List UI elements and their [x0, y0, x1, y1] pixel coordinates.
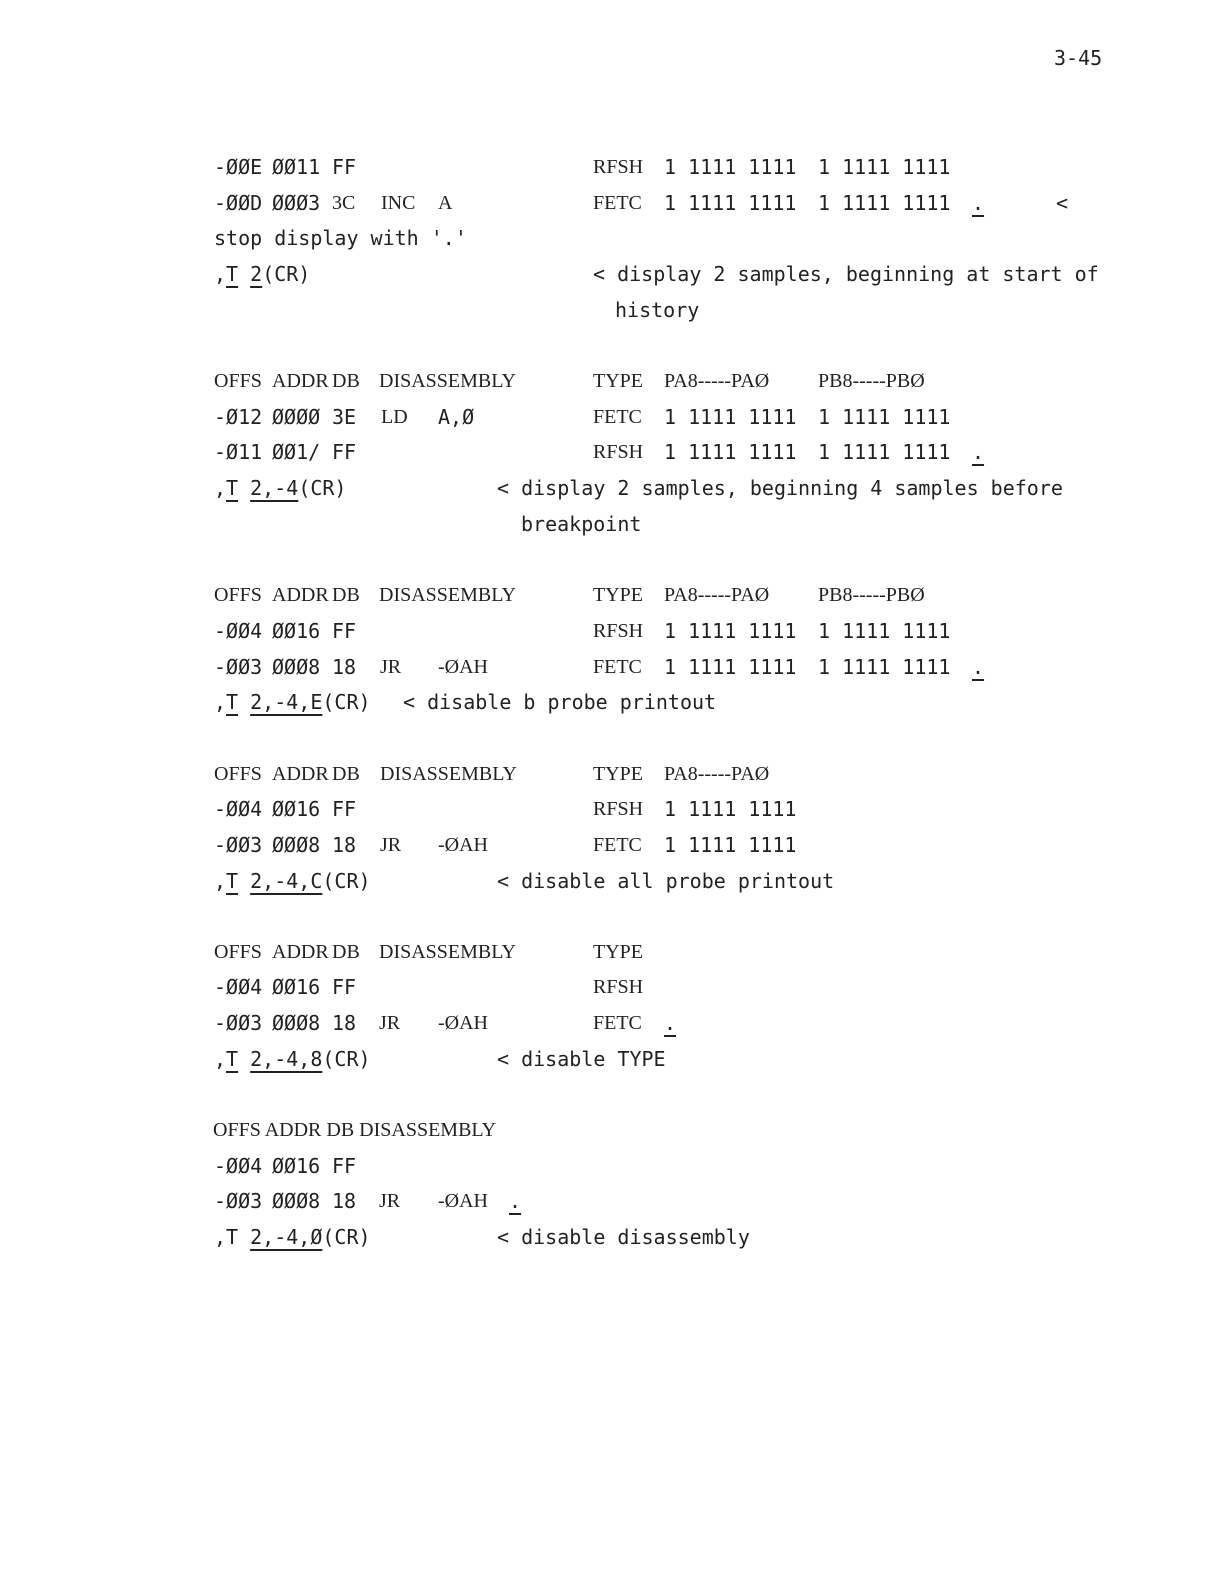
b2-header-type: TYPE — [593, 370, 643, 392]
b3-row1-offs: -ØØ4 — [214, 619, 263, 643]
b2-cmd-arg: 2,-4 — [250, 476, 299, 500]
b5-row2-arg: -ØAH — [438, 1012, 488, 1034]
b4-row2-addr: ØØØ8 — [272, 833, 321, 857]
b4-header-offs: OFFS — [214, 763, 262, 785]
b2-row1-db: 3E — [332, 405, 357, 429]
b4-cmd-tail: (CR) — [322, 869, 371, 893]
b4-header-disassembly: DISASSEMBLY — [380, 763, 517, 785]
b4-row2-db: 18 — [332, 833, 357, 857]
b3-row2-arg: -ØAH — [438, 656, 488, 678]
b3-cmd-tail: (CR) — [322, 690, 371, 714]
b1-cmd-tail: (CR) — [262, 262, 311, 286]
b5-header-disassembly: DISASSEMBLY — [379, 941, 516, 963]
b6-row2-db: 18 — [332, 1189, 357, 1213]
b2-header-addr: ADDR — [272, 370, 329, 392]
b6-row1-offs: -ØØ4 — [214, 1154, 263, 1178]
b5-cmd-comma: , — [214, 1047, 227, 1071]
b4-row1-offs: -ØØ4 — [214, 797, 263, 821]
b3-row2-addr: ØØØ8 — [272, 655, 321, 679]
b5-header-offs: OFFS — [214, 941, 262, 963]
b1-cmd-space — [238, 262, 250, 286]
b2-row1-offs: -Ø12 — [214, 405, 263, 429]
b4-cmd-arg: 2,-4,C — [250, 869, 323, 893]
b5-row1-offs: -ØØ4 — [214, 975, 263, 999]
b5-header-db: DB — [332, 941, 360, 963]
b6-row2-stop-dot: . — [509, 1189, 522, 1213]
b6-cmd-tail: (CR) — [322, 1225, 371, 1249]
b5-header-addr: ADDR — [272, 941, 329, 963]
b4-header-pa: PA8-----PAØ — [664, 763, 770, 785]
b3-header-addr: ADDR — [272, 584, 329, 606]
b1-row2-op: INC — [381, 192, 416, 214]
b5-cmd-tail: (CR) — [322, 1047, 371, 1071]
b5-row2-offs: -ØØ3 — [214, 1011, 263, 1035]
b2-row1-op: LD — [381, 406, 408, 428]
b1-note: < display 2 samples, beginning at start of — [593, 262, 1099, 286]
b3-cmd-arg: 2,-4,E — [250, 690, 323, 714]
b2-cmd-tail: (CR) — [298, 476, 347, 500]
b3-row1-pb: 1 1111 1111 — [818, 619, 951, 643]
b4-row2-op: JR — [380, 834, 402, 856]
b1-command — [214, 261, 310, 287]
b6-header: OFFS ADDR DB DISASSEMBLY — [213, 1119, 497, 1141]
b1-row2-note-arrow: < — [1056, 191, 1069, 215]
b4-row2-offs: -ØØ3 — [214, 833, 263, 857]
b4-row1-addr: ØØ16 — [272, 797, 321, 821]
b4-header-db: DB — [332, 763, 360, 785]
b1-note-line2: history — [615, 298, 700, 322]
b1-row2-stop-dot: . — [972, 191, 985, 215]
b2-row1-pa: 1 1111 1111 — [664, 405, 797, 429]
b4-cmd-comma: , — [214, 869, 227, 893]
b2-row1-type: FETC — [593, 406, 642, 428]
b6-cmd-arg: 2,-4,Ø — [250, 1225, 323, 1249]
b2-row1-pb: 1 1111 1111 — [818, 405, 951, 429]
b1-row2-pa: 1 1111 1111 — [664, 191, 797, 215]
b4-row1-pa: 1 1111 1111 — [664, 797, 797, 821]
b6-row2-op: JR — [379, 1190, 401, 1212]
b5-row2-op: JR — [379, 1012, 401, 1034]
b2-header-db: DB — [332, 370, 360, 392]
b5-command — [214, 1046, 371, 1072]
b2-header-pb: PB8-----PBØ — [818, 370, 925, 392]
b2-note: < display 2 samples, beginning 4 samples before — [497, 476, 1063, 500]
b3-row1-db: FF — [332, 619, 357, 643]
b2-row2-type: RFSH — [593, 441, 644, 463]
b3-header-disassembly: DISASSEMBLY — [379, 584, 516, 606]
b1-row2-addr: ØØØ3 — [272, 191, 321, 215]
b3-row1-pa: 1 1111 1111 — [664, 619, 797, 643]
b3-header-pb: PB8-----PBØ — [818, 584, 925, 606]
b4-row1-db: FF — [332, 797, 357, 821]
b2-row1-arg: A,Ø — [438, 405, 475, 429]
b2-header-pa: PA8-----PAØ — [664, 370, 770, 392]
b1-row1-type: RFSH — [593, 156, 644, 178]
b3-row1-type: RFSH — [593, 620, 644, 642]
b3-row2-op: JR — [380, 656, 402, 678]
b2-row2-pa: 1 1111 1111 — [664, 440, 797, 464]
b4-row2-type: FETC — [593, 834, 642, 856]
b1-row1-addr: ØØ11 — [272, 155, 321, 179]
b4-note: < disable all probe printout — [497, 869, 835, 893]
b3-cmd-comma: , — [214, 690, 227, 714]
b2-note-line2: breakpoint — [521, 512, 642, 536]
b3-header-db: DB — [332, 584, 360, 606]
b2-row2-offs: -Ø11 — [214, 440, 263, 464]
b4-header-addr: ADDR — [272, 763, 329, 785]
b2-row1-addr: ØØØØ — [272, 405, 321, 429]
b6-command — [214, 1224, 371, 1250]
b2-cmd-comma: , — [214, 476, 227, 500]
b1-note-continued: stop display with '.' — [214, 226, 467, 250]
b5-row2-addr: ØØØ8 — [272, 1011, 321, 1035]
b2-row2-db: FF — [332, 440, 357, 464]
b2-row2-addr: ØØ1/ — [272, 440, 321, 464]
b6-row1-db: FF — [332, 1154, 357, 1178]
b3-header-pa: PA8-----PAØ — [664, 584, 770, 606]
b2-header-offs: OFFS — [214, 370, 262, 392]
b3-command — [214, 689, 371, 715]
b5-row1-type: RFSH — [593, 976, 644, 998]
b4-row2-arg: -ØAH — [438, 834, 488, 856]
b3-header-offs: OFFS — [214, 584, 262, 606]
b3-header-type: TYPE — [593, 584, 643, 606]
b5-cmd-t: T — [226, 1047, 239, 1071]
b1-row1-offs: -ØØE — [214, 155, 263, 179]
b1-cmd-arg: 2 — [250, 262, 263, 286]
b4-row1-type: RFSH — [593, 798, 644, 820]
b4-row2-pa: 1 1111 1111 — [664, 833, 797, 857]
b5-row1-db: FF — [332, 975, 357, 999]
b1-row1-pa: 1 1111 1111 — [664, 155, 797, 179]
b1-row2-db: 3C — [332, 192, 356, 214]
b3-row1-addr: ØØ16 — [272, 619, 321, 643]
b1-row2-arg: A — [438, 192, 453, 214]
b3-row2-type: FETC — [593, 656, 642, 678]
b2-command — [214, 475, 346, 501]
b1-cmd-comma: , — [214, 262, 227, 286]
b6-note: < disable disassembly — [497, 1225, 750, 1249]
b5-row2-stop-dot: . — [664, 1011, 677, 1035]
b1-cmd-t: T — [226, 262, 239, 286]
b6-row2-offs: -ØØ3 — [214, 1189, 263, 1213]
b3-row2-pa: 1 1111 1111 — [664, 655, 797, 679]
b3-row2-stop-dot: . — [972, 655, 985, 679]
b1-row2-offs: -ØØD — [214, 191, 263, 215]
b5-row2-db: 18 — [332, 1011, 357, 1035]
b4-command — [214, 868, 371, 894]
b6-row1-addr: ØØ16 — [272, 1154, 321, 1178]
page-number: 3-45 — [1054, 46, 1103, 70]
b3-row2-offs: -ØØ3 — [214, 655, 263, 679]
b4-header-type: TYPE — [593, 763, 643, 785]
b1-row2-pb: 1 1111 1111 — [818, 191, 951, 215]
b6-row2-arg: -ØAH — [438, 1190, 488, 1212]
b3-cmd-t: T — [226, 690, 239, 714]
b5-row2-type: FETC — [593, 1012, 642, 1034]
b1-row1-pb: 1 1111 1111 — [818, 155, 951, 179]
b5-row1-addr: ØØ16 — [272, 975, 321, 999]
b3-row2-pb: 1 1111 1111 — [818, 655, 951, 679]
b2-row2-stop-dot: . — [972, 440, 985, 464]
b6-row2-addr: ØØØ8 — [272, 1189, 321, 1213]
b2-header-disassembly: DISASSEMBLY — [379, 370, 516, 392]
b4-cmd-t: T — [226, 869, 239, 893]
b3-row2-db: 18 — [332, 655, 357, 679]
b5-note: < disable TYPE — [497, 1047, 666, 1071]
b3-note: < disable b probe printout — [403, 690, 717, 714]
b1-row2-type: FETC — [593, 192, 642, 214]
b6-cmd-prefix: ,T — [214, 1225, 251, 1249]
b2-row2-pb: 1 1111 1111 — [818, 440, 951, 464]
b1-row1-db: FF — [332, 155, 357, 179]
b5-header-type: TYPE — [593, 941, 643, 963]
b2-cmd-t: T — [226, 476, 239, 500]
b5-cmd-arg: 2,-4,8 — [250, 1047, 323, 1071]
